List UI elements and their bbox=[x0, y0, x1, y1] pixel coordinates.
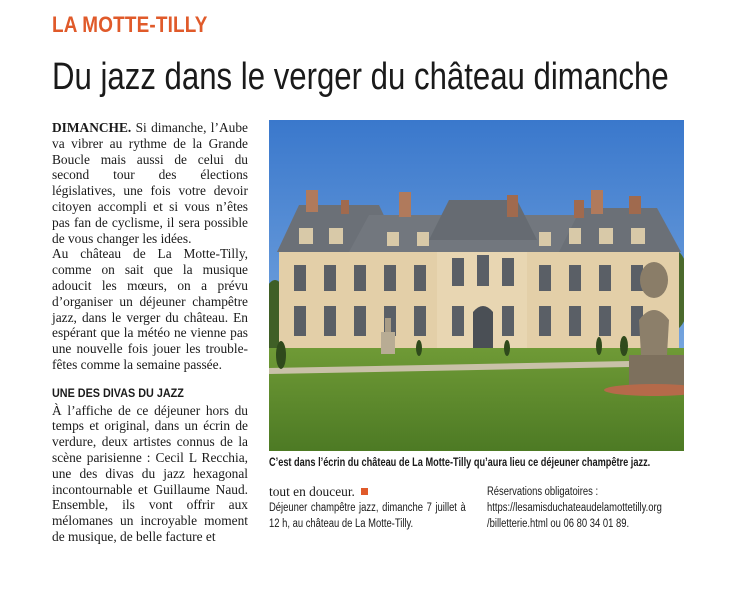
reservation-url-line-1: https://lesamisduchateaudelamottetilly.org bbox=[487, 502, 662, 514]
reservation-url-line-2: /billetterie.html ou 06 80 34 01 89. bbox=[487, 518, 630, 530]
paragraph-3: À l’affiche de ce déjeuner hors du temps et original, dans un écrin de verdure, deux artistes connus de la scène parisienne : Cecil L Recchia, une des divas du jazz hexagonal incontournable et Guillaume Naud. Ensemble, ils vont offrir aux mélomanes un incroyable moment de musique, de belle facture et bbox=[52, 402, 248, 544]
paragraph-3-end-text: tout en douceur. bbox=[269, 484, 355, 499]
paragraph-intro bbox=[52, 120, 248, 246]
event-details: Déjeuner champêtre jazz, dimanche 7 juillet à 12 h, au château de La Motte-Tilly. bbox=[269, 502, 466, 530]
article-headline: Du jazz dans le verger du château dimanche bbox=[52, 56, 669, 98]
reservation-info bbox=[487, 484, 692, 532]
chateau-photo bbox=[269, 120, 684, 451]
article-subhead: UNE DES DIVAS DU JAZZ bbox=[52, 385, 184, 400]
section-rubric bbox=[52, 12, 208, 38]
lead-word: DIMANCHE. bbox=[52, 120, 132, 135]
paragraph-2: Au château de La Motte-Tilly, comme on sait que la musique adoucit les mœurs, on a prévu d’organiser un déjeuner champêtre jazz, dans le verger du château. En espérant que la météo ne vienne pas une nouvelle fois jouer les trouble-fêtes comme la semaine passée. bbox=[52, 246, 248, 372]
article-body-column-2 bbox=[269, 484, 469, 532]
end-mark-icon bbox=[361, 488, 368, 495]
photo-caption: C’est dans l’écrin du château de La Motte-Tilly qu’aura lieu ce déjeuner champêtre jazz. bbox=[269, 457, 651, 469]
paragraph-1-text: Si dimanche, l’Aube va vibrer au rythme de la Grande Boucle mais aussi de celui du second tour des élections législatives, une fois votre devoir citoyen accompli et si vous n’êtes pas fan de cyclisme, il sera possible de vous changer les idées. bbox=[52, 120, 248, 246]
paragraph-3-end bbox=[269, 484, 469, 500]
reservation-title: Réservations obligatoires : bbox=[487, 486, 599, 498]
rubric-text: LA MOTTE-TILLY bbox=[52, 12, 208, 37]
article-body-column-1 bbox=[52, 120, 248, 545]
